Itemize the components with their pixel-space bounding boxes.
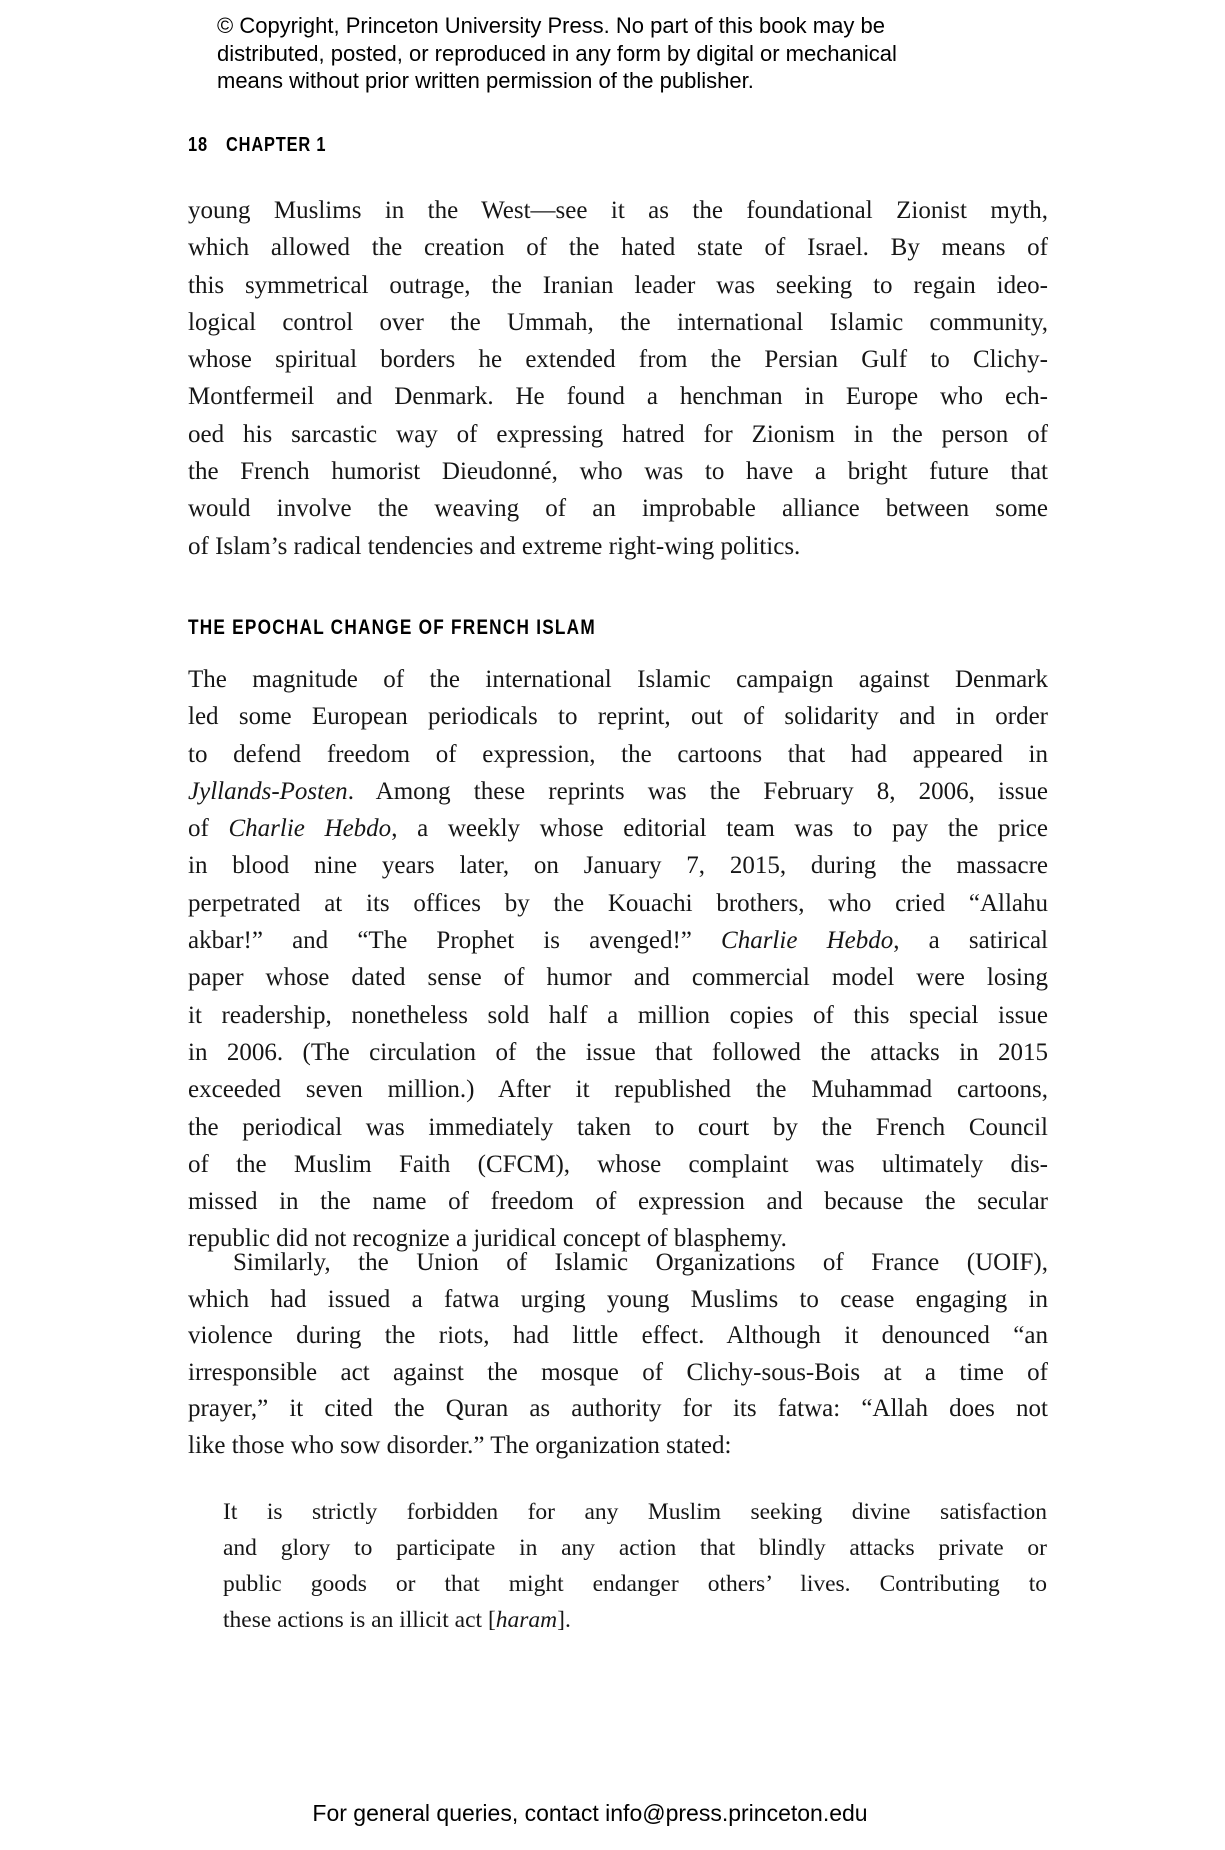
text-line: The magnitude of the international Islamic campaign against Denmark xyxy=(188,666,1048,693)
text-line: Montfermeil and Denmark. He found a henchman in Europe who ech- xyxy=(188,383,1048,411)
section-heading-text: THE EPOCHAL CHANGE OF FRENCH ISLAM xyxy=(188,616,596,639)
text-line: this symmetrical outrage, the Iranian leader was seeking to regain ideo- xyxy=(188,271,1048,299)
text-line: of Islam’s radical tendencies and extreme right-wing politics. xyxy=(188,532,801,560)
text-line: Similarly, the Union of Islamic Organizations of France (UOIF), xyxy=(233,1249,1048,1276)
text-line: irresponsible act against the mosque of Clichy-sous-Bois at a time of xyxy=(188,1358,1048,1386)
text-line: public goods or that might endanger others’ lives. Contributing to xyxy=(223,1571,1047,1597)
text-line: and glory to participate in any action that blindly attacks private or xyxy=(223,1535,1047,1561)
text-line: of the Muslim Faith (CFCM), whose complaint was ultimately dis- xyxy=(188,1150,1048,1178)
body-paragraph-2 xyxy=(188,661,1048,1258)
text-line: means without prior written permission of the publisher. xyxy=(217,68,754,93)
chapter-label: CHAPTER 1 xyxy=(226,134,327,156)
text-line: the French humorist Dieudonné, who was to have a bright future that xyxy=(188,458,1048,486)
text-line: It is strictly forbidden for any Muslim seeking divine satisfaction xyxy=(223,1499,1047,1525)
section-heading xyxy=(188,617,685,638)
text-line: would involve the weaving of an improbable alliance between some xyxy=(188,495,1048,523)
text-line: of Charlie Hebdo, a weekly whose editorial team was to pay the price xyxy=(188,815,1048,843)
text-line: in 2006. (The circulation of the issue that followed the attacks in 2015 xyxy=(188,1038,1048,1066)
body-paragraph-1 xyxy=(188,192,1048,565)
text-line: paper whose dated sense of humor and commercial model were losing xyxy=(188,964,1048,992)
body-paragraph-3 xyxy=(188,1245,1048,1464)
footer-contact: For general queries, contact info@press.princeton.edu xyxy=(312,1800,868,1826)
text-line: led some European periodicals to reprint, out of solidarity and in order xyxy=(188,703,1048,731)
text-line: akbar!” and “The Prophet is avenged!” Charlie Hebdo, a satirical xyxy=(188,927,1048,955)
text-line: perpetrated at its offices by the Kouachi brothers, who cried “Allahu xyxy=(188,889,1048,917)
text-line: to defend freedom of expression, the cartoons that had appeared in xyxy=(188,740,1048,768)
running-head xyxy=(188,135,349,155)
text-line: the periodical was immediately taken to court by the French Council xyxy=(188,1113,1048,1141)
text-line: prayer,” it cited the Quran as authority for its fatwa: “Allah does not xyxy=(188,1395,1048,1422)
text-line: distributed, posted, or reproduced in any form by digital or mechanical xyxy=(217,40,897,66)
copyright-notice xyxy=(217,12,897,95)
text-line: these actions is an illicit act [haram]. xyxy=(223,1607,571,1633)
text-line: like those who sow disorder.” The organization stated: xyxy=(188,1431,732,1459)
text-line: exceeded seven million.) After it republished the Muhammad cartoons, xyxy=(188,1076,1048,1104)
text-line: republic did not recognize a juridical concept of blasphemy. xyxy=(188,1225,787,1253)
text-line: young Muslims in the West—see it as the foundational Zionist myth, xyxy=(188,197,1048,224)
text-line: it readership, nonetheless sold half a million copies of this special issue xyxy=(188,1001,1048,1029)
text-line: oed his sarcastic way of expressing hatred for Zionism in the person of xyxy=(188,420,1048,448)
block-quote xyxy=(223,1494,1047,1638)
text-line: violence during the riots, had little effect. Although it denounced “an xyxy=(188,1322,1048,1349)
page-number: 18 xyxy=(188,134,208,156)
text-line: which had issued a fatwa urging young Muslims to cease engaging in xyxy=(188,1285,1048,1313)
text-line: Jyllands-Posten. Among these reprints was the February 8, 2006, issue xyxy=(188,777,1048,805)
text-line: missed in the name of freedom of expression and because the secular xyxy=(188,1188,1048,1216)
text-line: © Copyright, Princeton University Press. No part of this book may be xyxy=(217,13,885,38)
text-line: logical control over the Ummah, the international Islamic community, xyxy=(188,308,1048,336)
text-line: whose spiritual borders he extended from the Persian Gulf to Clichy- xyxy=(188,346,1048,374)
text-line: which allowed the creation of the hated state of Israel. By means of xyxy=(188,234,1048,262)
text-line: in blood nine years later, on January 7, 2015, during the massacre xyxy=(188,852,1048,880)
